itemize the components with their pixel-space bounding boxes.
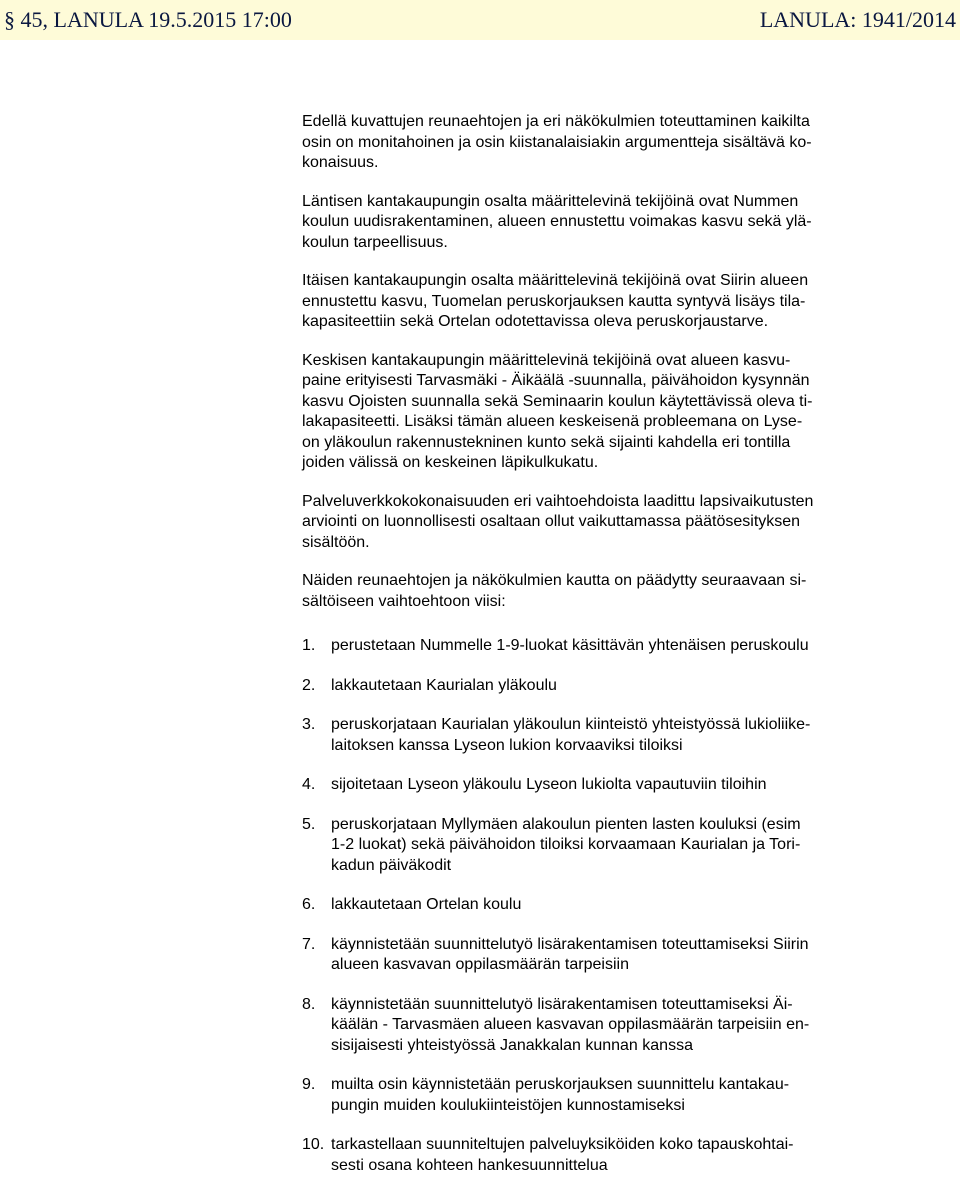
list-item bbox=[302, 676, 868, 697]
option-list bbox=[302, 636, 868, 1176]
list-intro: Näiden reunaehtojen ja näkökulmien kautta on päädytty seuraavaan si- sältöiseen vaihtoehtoon viisi: bbox=[302, 572, 807, 610]
list-item-number: 3. bbox=[302, 716, 316, 733]
list-item-text: peruskorjataan Myllymäen alakoulun pienten lasten kouluksi (esim 1-2 luokat) sekä päivähoidon tiloiksi korvaamaan Kaurialan ja Tori- kadun päiväkodit bbox=[331, 815, 801, 874]
list-item-number: 8. bbox=[302, 995, 316, 1013]
document-body bbox=[302, 112, 868, 1195]
paragraph: Edellä kuvattujen reunaehtojen ja eri näkökulmien toteuttaminen kaikilta osin on monitahoinen ja osin kiistanalaisiakin argumentteja sisältävä ko- konaisuus. bbox=[302, 113, 812, 171]
list-item bbox=[302, 1135, 868, 1176]
list-item bbox=[302, 815, 868, 877]
list-item bbox=[302, 715, 868, 756]
list-item bbox=[302, 935, 868, 976]
list-item-text: lakkautetaan Ortelan koulu bbox=[331, 896, 522, 913]
list-item bbox=[302, 775, 868, 796]
list-item-text: käynnistetään suunnittelutyö lisärakentamisen toteuttamiseksi Äi- käälän - Tarvasmäen alueen kasvavan oppilasmäärän tarpeisiin en- sisijaisesti yhteistyössä Janakkalan kunnan kanssa bbox=[331, 995, 810, 1054]
meeting-reference: § 45, LANULA 19.5.2015 17:00 bbox=[4, 7, 292, 32]
list-item bbox=[302, 895, 868, 916]
list-item-text: käynnistetään suunnittelutyö lisärakentamisen toteuttamiseksi Siirin alueen kasvavan oppilasmäärän tarpeisiin bbox=[331, 935, 809, 973]
list-item-text: muilta osin käynnistetään peruskorjauksen suunnittelu kantakau- pungin muiden koulukiinteistöjen kunnostamiseksi bbox=[331, 1076, 790, 1114]
list-item-number: 6. bbox=[302, 896, 316, 913]
list-item-text: perustetaan Nummelle 1-9-luokat käsittävän yhtenäisen peruskoulu bbox=[331, 637, 809, 654]
paragraph: Itäisen kantakaupungin osalta määrittelevinä tekijöinä ovat Siirin alueen ennustettu kasvu, Tuomelan peruskorjauksen kautta syntyvä lisäys tila- kapasiteettiin sekä Ortelan odotettavissa oleva peruskorjaustarve. bbox=[302, 272, 809, 330]
list-item-number: 1. bbox=[302, 637, 316, 654]
paragraph: Keskisen kantakaupungin määrittelevinä tekijöinä ovat alueen kasvu- paine erityisesti Tarvasmäki - Äikäälä -suunnalla, päivähoidon kysynnän kasvu Ojoisten suunnalla sekä Seminaarin koulun käytettävissä oleva ti- lakapasiteetti. Lisäksi tämän alueen keskeisenä probleemana on Lyse- on yläkoulun rakennustekninen kunto sekä sijainti kahdella eri tontilla joiden välissä on keskeinen läpikulkukatu. bbox=[302, 351, 813, 471]
list-item-number: 2. bbox=[302, 676, 316, 694]
list-item-number: 5. bbox=[302, 815, 316, 833]
document-header bbox=[0, 0, 960, 40]
paragraph: Läntisen kantakaupungin osalta määrittelevinä tekijöinä ovat Nummen koulun uudisrakentaminen, alueen ennustettu voimakas kasvu sekä ylä- koulun tarpeellisuus. bbox=[302, 192, 812, 251]
list-item bbox=[302, 1075, 868, 1116]
paragraph: Palveluverkkokokonaisuuden eri vaihtoehdoista laadittu lapsivaikutusten arviointi on luonnollisesti osaltaan ollut vaikuttamassa päätösesityksen sisältöön. bbox=[302, 492, 814, 551]
list-item-number: 7. bbox=[302, 935, 316, 953]
list-item-text: tarkastellaan suunniteltujen palveluyksiköiden koko tapauskohtai- sesti osana kohteen hankesuunnittelua bbox=[331, 1136, 794, 1174]
list-item bbox=[302, 995, 868, 1057]
list-item bbox=[302, 636, 868, 657]
list-item-number: 4. bbox=[302, 776, 316, 793]
list-item-text: peruskorjataan Kaurialan yläkoulun kiinteistö yhteistyössä lukioliike- laitoksen kanssa Lyseon lukion korvaaviksi tiloiksi bbox=[331, 716, 811, 754]
list-item-number: 9. bbox=[302, 1076, 316, 1093]
list-item-number: 10. bbox=[302, 1136, 325, 1153]
case-number: LANULA: 1941/2014 bbox=[759, 7, 956, 32]
list-item-text: lakkautetaan Kaurialan yläkoulu bbox=[331, 676, 557, 694]
list-item-text: sijoitetaan Lyseon yläkoulu Lyseon lukiolta vapautuviin tiloihin bbox=[331, 776, 767, 793]
